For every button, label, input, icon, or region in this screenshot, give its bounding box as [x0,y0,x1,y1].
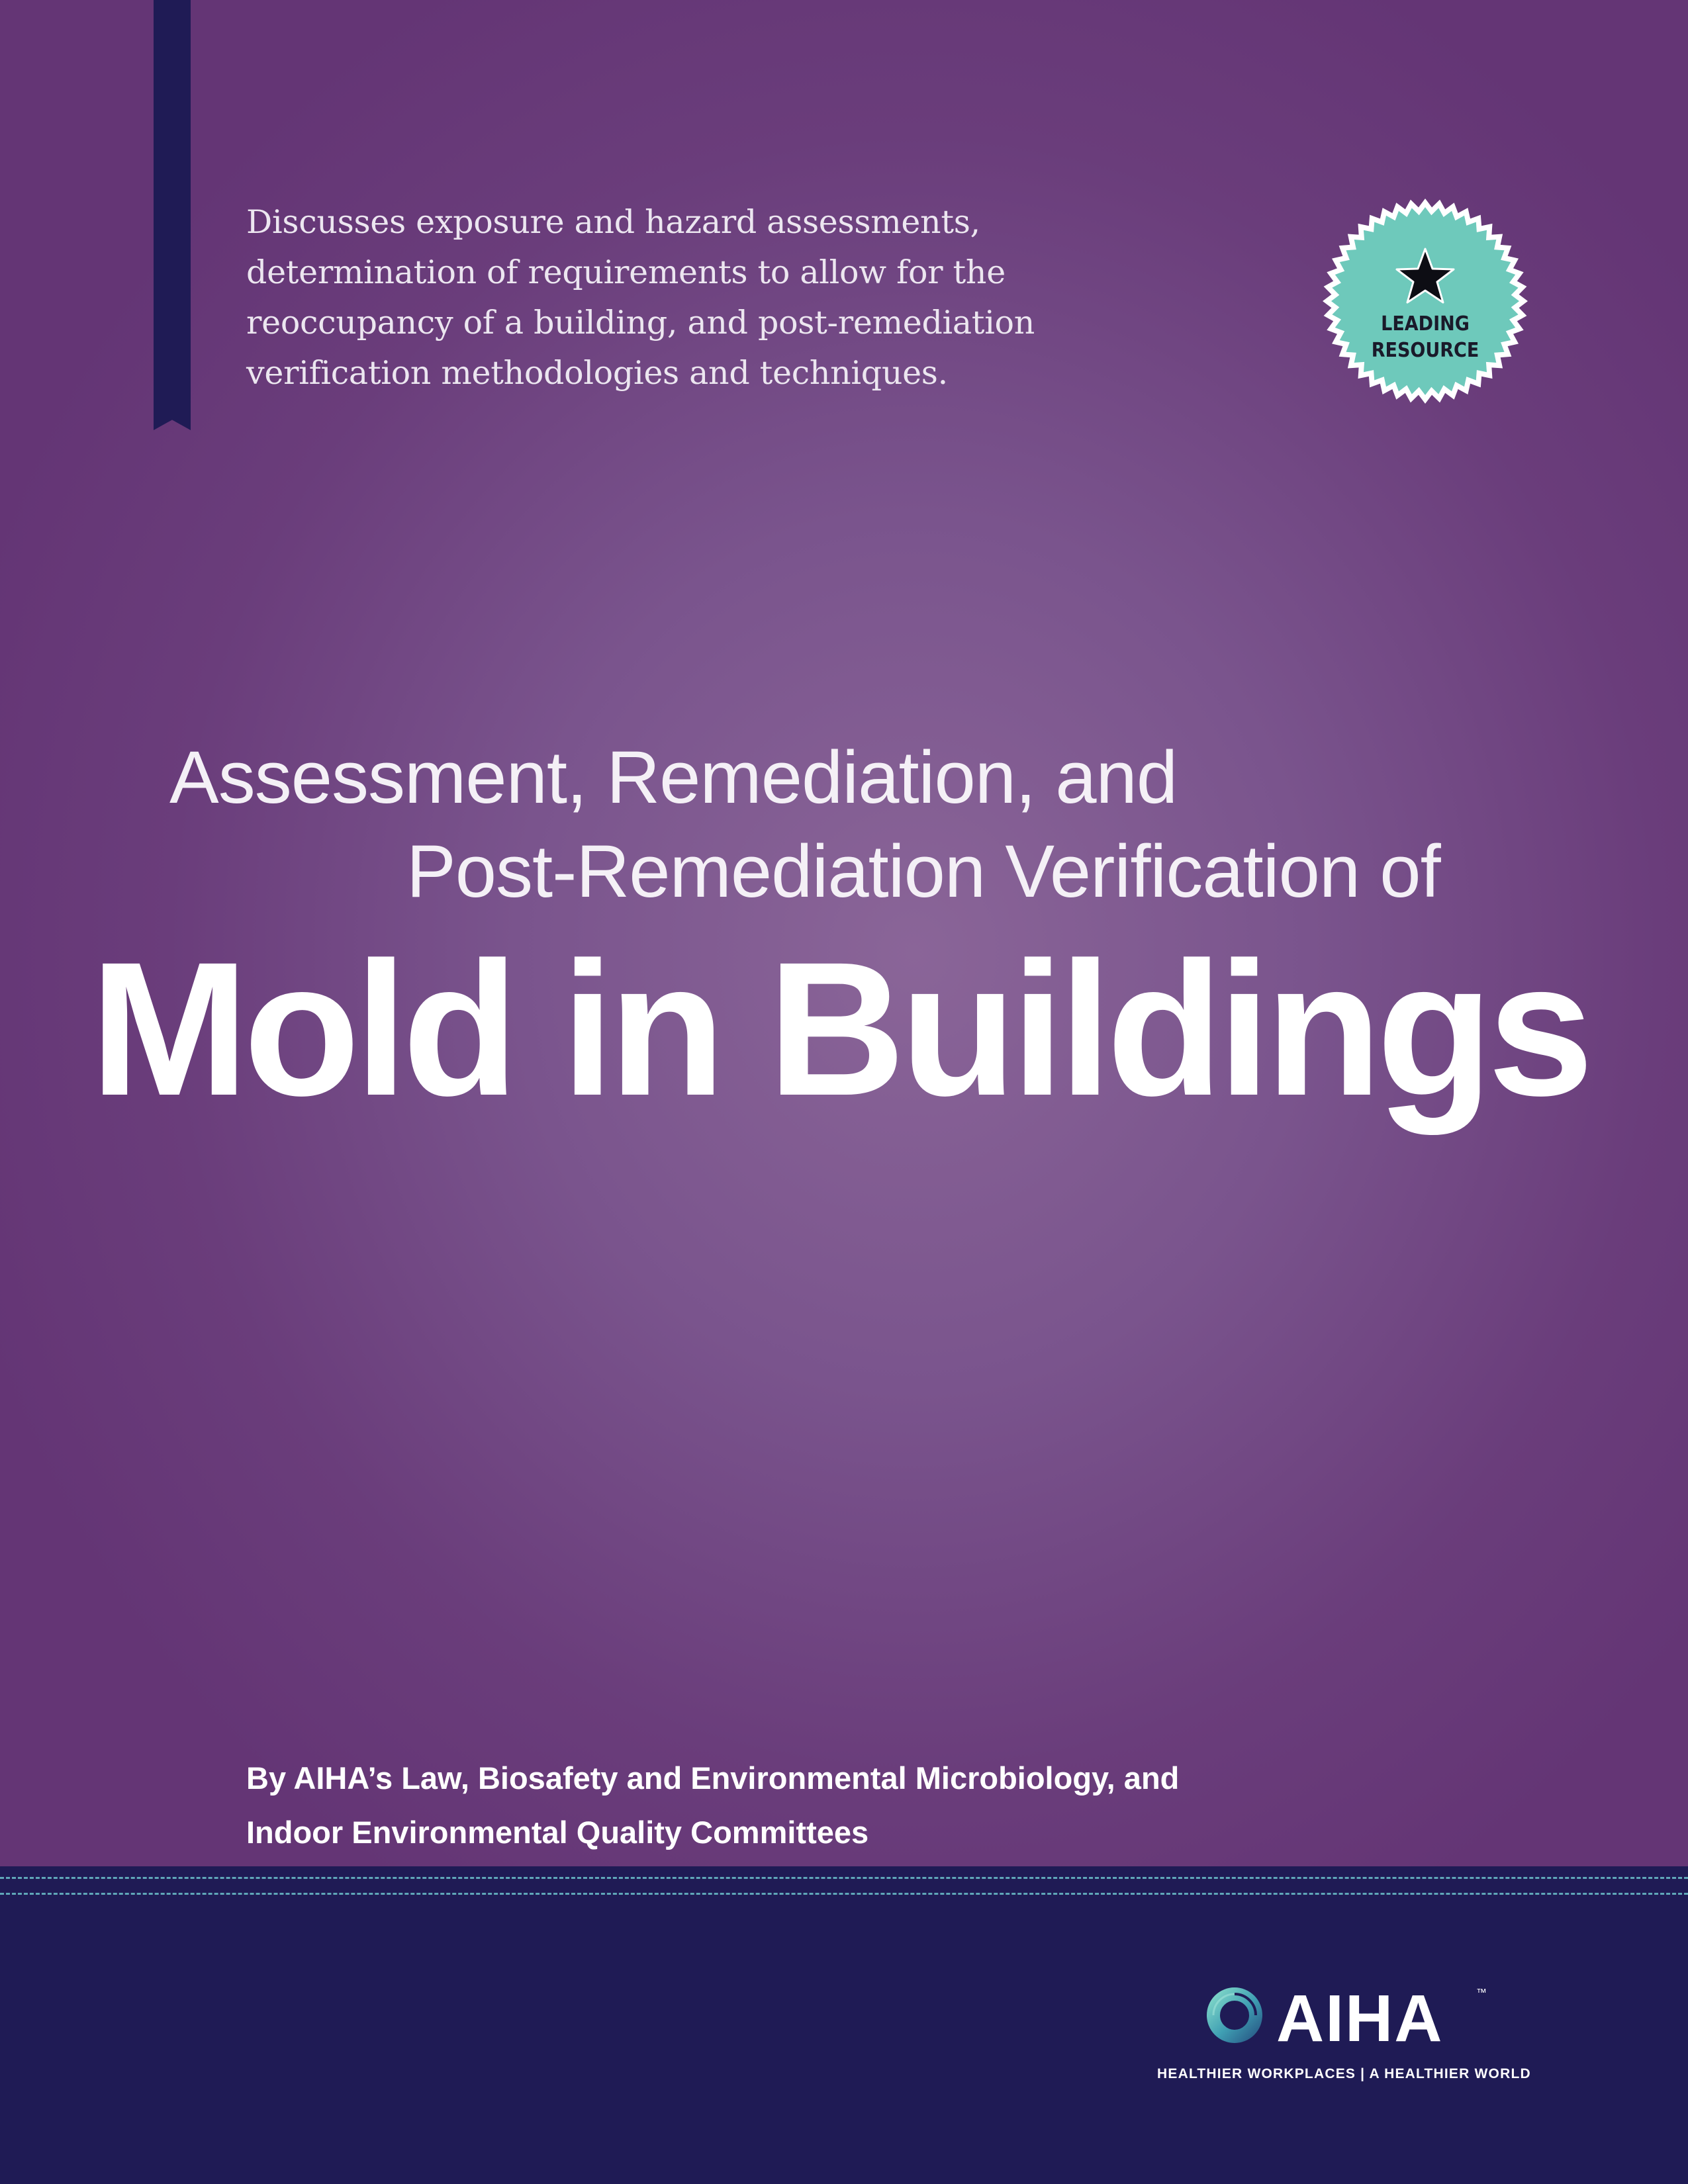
byline-line2: Indoor Environmental Quality Committees [246,1815,869,1850]
main-title: Mold in Buildings [90,923,1589,1136]
aiha-wordmark: AIHA [1276,1981,1444,2056]
subtitle-line2: Post-Remediation Verification of [406,830,1440,913]
aiha-logo [1205,1981,1496,2056]
subtitle-line1: Assessment, Remediation, and [169,736,1178,819]
stitch-line-bottom [0,1893,1688,1895]
byline-line1: By AIHA’s Law, Biosafety and Environmental Microbiology, and [246,1760,1180,1796]
ribbon-bookmark [154,0,191,430]
trademark-symbol: ™ [1476,1987,1487,1999]
badge-seal-icon [1323,199,1528,404]
stitch-line-top [0,1877,1688,1879]
byline [246,1751,1438,1860]
badge-label [1323,311,1528,364]
leading-resource-badge [1323,199,1528,404]
aiha-tagline: HEALTHIER WORKPLACES | A HEALTHIER WORLD [1157,2066,1531,2081]
badge-label-line2: RESOURCE [1371,339,1479,362]
aiha-ring-icon [1205,1985,1264,2045]
description-text: Discusses exposure and hazard assessments, determination of requirements to allow for the reoccupancy of a building, and post-remediation verification methodologies and techniques. [246,203,1035,392]
badge-label-line1: LEADING [1381,312,1470,336]
